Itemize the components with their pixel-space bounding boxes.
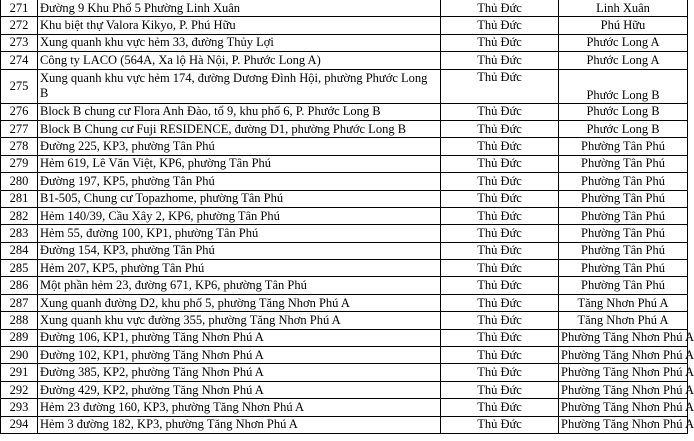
row-number-cell: 285 [1,260,38,277]
table-row [1,173,688,190]
ward-cell: Phường Tăng Nhơn Phú A [559,364,688,381]
table-row [1,399,688,416]
district-cell: Thủ Đức [441,207,559,224]
address-cell: Hẻm 207, KP5, phường Tân Phú [38,260,441,277]
table-row [1,242,688,259]
address-cell: Đường 197, KP5, phường Tân Phú [38,173,441,190]
district-cell: Thủ Đức [441,312,559,329]
table-row [1,52,688,69]
table-row [1,312,688,329]
address-cell: Công ty LACO (564A, Xa lộ Hà Nội, P. Phước Long A) [38,52,441,69]
district-cell: Thủ Đức [441,294,559,311]
table-row [1,120,688,137]
address-cell: Hẻm 23 đường 160, KP3, phường Tăng Nhơn Phú A [38,399,441,416]
address-cell: Hẻm 140/39, Cầu Xây 2, KP6, phường Tân Phú [38,207,441,224]
table-row [1,294,688,311]
address-cell: B1-505, Chung cư Topazhome, phường Tân Phú [38,190,441,207]
ward-cell: Phường Tăng Nhơn Phú A [559,381,688,398]
table-row [1,260,688,277]
table-row [1,0,688,17]
district-cell: Thủ Đức [441,173,559,190]
address-cell: Đường 9 Khu Phố 5 Phường Linh Xuân [38,0,441,17]
district-cell: Thủ Đức [441,260,559,277]
table-row [1,381,688,398]
ward-cell: Linh Xuân [559,0,688,17]
ward-cell: Phường Tân Phú [559,207,688,224]
address-cell: Block B Chung cư Fuji RESIDENCE, đường D1, phường Phước Long B [38,120,441,137]
district-cell: Thủ Đức [441,381,559,398]
address-cell: Xung quanh khu vực hẻm 174, đường Dương Đình Hội, phường Phước Long B [38,69,441,103]
address-cell: Block B chung cư Flora Anh Đào, tổ 9, khu phố 6, P. Phước Long B [38,103,441,120]
row-number-cell: 294 [1,416,38,433]
district-cell: Thủ Đức [441,52,559,69]
district-cell: Thủ Đức [441,277,559,294]
district-cell: Thủ Đức [441,0,559,17]
row-number-cell: 291 [1,364,38,381]
district-cell: Thủ Đức [441,34,559,51]
row-number-cell: 274 [1,52,38,69]
ward-cell: Phước Long B [559,120,688,137]
ward-cell: Phường Tăng Nhơn Phú A [559,416,688,433]
address-cell: Đường 106, KP1, phường Tăng Nhơn Phú A [38,329,441,346]
row-number-cell: 272 [1,17,38,34]
row-number-cell: 284 [1,242,38,259]
row-number-cell: 288 [1,312,38,329]
row-number-cell: 277 [1,120,38,137]
ward-cell: Phường Tăng Nhơn Phú A [559,347,688,364]
address-cell: Xung quanh khu vực hẻm 33, đường Thủy Lợi [38,34,441,51]
address-cell: Xung quanh đường D2, khu phố 5, phường Tăng Nhơn Phú A [38,294,441,311]
ward-cell: Phước Long A [559,52,688,69]
row-number-cell: 290 [1,347,38,364]
row-number-cell: 275 [1,69,38,103]
row-number-cell: 276 [1,103,38,120]
address-cell: Xung quanh khu vực đường 355, phường Tăng Nhơn Phú A [38,312,441,329]
ward-cell: Phường Tăng Nhơn Phú A [559,329,688,346]
row-number-cell: 286 [1,277,38,294]
row-number-cell: 271 [1,0,38,17]
table-row [1,329,688,346]
row-number-cell: 281 [1,190,38,207]
district-cell: Thủ Đức [441,138,559,155]
ward-cell: Phước Long B [559,69,688,103]
ward-cell: Phường Tăng Nhơn Phú A [559,399,688,416]
table-row [1,364,688,381]
row-number-cell: 282 [1,207,38,224]
table-row [1,155,688,172]
district-cell: Thủ Đức [441,103,559,120]
ward-cell: Phú Hữu [559,17,688,34]
row-number-cell: 293 [1,399,38,416]
row-number-cell: 280 [1,173,38,190]
ward-cell: Phường Tân Phú [559,277,688,294]
ward-cell: Tăng Nhơn Phú A [559,294,688,311]
district-cell: Thủ Đức [441,190,559,207]
row-number-cell: 283 [1,225,38,242]
district-cell: Thủ Đức [441,416,559,433]
table-row [1,207,688,224]
ward-cell: Phường Tân Phú [559,260,688,277]
address-cell: Hẻm 619, Lê Văn Việt, KP6, phường Tân Phú [38,155,441,172]
table-row [1,225,688,242]
ward-cell: Phường Tân Phú [559,173,688,190]
address-cell: Đường 225, KP3, phường Tân Phú [38,138,441,155]
row-number-cell: 287 [1,294,38,311]
table-body [1,0,694,433]
address-cell: Đường 429, KP2, phường Tăng Nhơn Phú A [38,381,441,398]
row-number-cell: 279 [1,155,38,172]
address-cell: Một phần hẻm 23, đường 671, KP6, phường Tân Phú [38,277,441,294]
address-cell: Đường 385, KP2, phường Tăng Nhơn Phú A [38,364,441,381]
table-row [1,103,688,120]
district-cell: Thủ Đức [441,242,559,259]
table-row [1,34,688,51]
row-number-cell: 289 [1,329,38,346]
address-cell: Khu biệt thự Valora Kikyo, P. Phú Hữu [38,17,441,34]
table-row [1,277,688,294]
ward-cell: Phường Tân Phú [559,225,688,242]
district-cell: Thủ Đức [441,120,559,137]
row-number-cell: 292 [1,381,38,398]
ward-cell: Phước Long B [559,103,688,120]
table-row [1,17,688,34]
district-cell: Thủ Đức [441,17,559,34]
table-row [1,69,688,103]
ward-cell: Phường Tân Phú [559,242,688,259]
district-cell: Thủ Đức [441,399,559,416]
row-number-cell: 273 [1,34,38,51]
address-cell: Đường 102, KP1, phường Tăng Nhơn Phú A [38,347,441,364]
district-cell: Thủ Đức [441,155,559,172]
ward-cell: Phường Tân Phú [559,155,688,172]
ward-cell: Phường Tân Phú [559,190,688,207]
district-cell: Thủ Đức [441,329,559,346]
address-cell: Hẻm 55, đường 100, KP1, phường Tân Phú [38,225,441,242]
district-cell: Thủ Đức [441,364,559,381]
row-number-cell: 278 [1,138,38,155]
ward-cell: Phước Long A [559,34,688,51]
table-row [1,190,688,207]
address-cell: Hẻm 3 đường 182, KP3, phường Tăng Nhơn Phú A [38,416,441,433]
address-cell: Đường 154, KP3, phường Tân Phú [38,242,441,259]
district-cell: Thủ Đức [441,347,559,364]
ward-cell: Phường Tân Phú [559,138,688,155]
district-cell: Thủ Đức [441,69,559,103]
table-row [1,416,688,433]
ward-cell: Tăng Nhơn Phú A [559,312,688,329]
district-cell: Thủ Đức [441,225,559,242]
table-row [1,347,688,364]
table-row [1,138,688,155]
